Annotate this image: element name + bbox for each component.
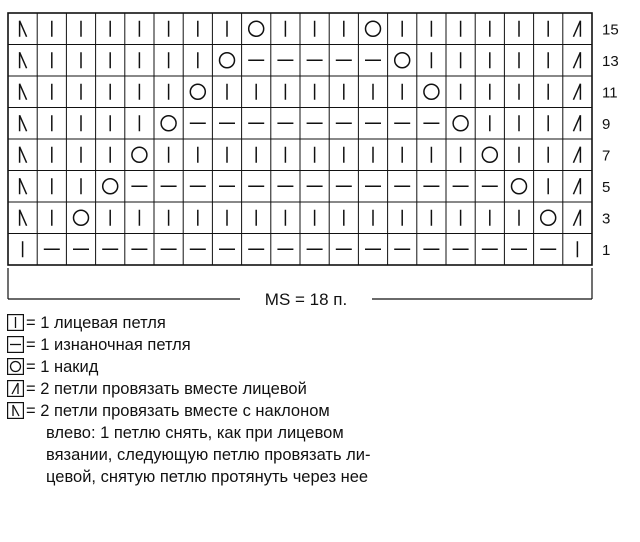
yarn-over-stitch bbox=[132, 147, 147, 162]
symbol-legend bbox=[7, 312, 371, 488]
ssk-icon bbox=[7, 402, 24, 419]
stitch-repeat-brace bbox=[8, 268, 592, 309]
yarn-over-stitch bbox=[74, 210, 89, 225]
row-number-labels bbox=[602, 21, 619, 259]
yarn-over-icon bbox=[7, 358, 24, 375]
ssk-stitch bbox=[20, 84, 27, 100]
k2tog-stitch bbox=[573, 84, 580, 100]
yarn-over-stitch bbox=[161, 116, 176, 131]
legend-text-yarn-over: = 1 накид bbox=[26, 358, 99, 376]
yarn-over-stitch bbox=[512, 179, 527, 194]
legend-text-purl: = 1 изнаночная петля bbox=[26, 336, 191, 354]
legend-item-yarn-over bbox=[7, 356, 371, 378]
legend-item-k2tog bbox=[7, 378, 371, 400]
yarn-over-stitch bbox=[103, 179, 118, 194]
k2tog-stitch bbox=[573, 178, 580, 194]
k2tog-stitch bbox=[573, 21, 580, 37]
legend-text-ssk-line2: влево: 1 петлю снять, как при лицевом bbox=[46, 424, 344, 442]
ssk-stitch bbox=[20, 210, 27, 226]
row-number: 9 bbox=[602, 115, 611, 133]
legend-item-ssk bbox=[7, 400, 371, 422]
ssk-stitch bbox=[20, 21, 27, 37]
row-number: 1 bbox=[602, 241, 611, 259]
chart-grid bbox=[8, 13, 592, 265]
k2tog-stitch bbox=[573, 115, 580, 131]
purl-icon bbox=[7, 336, 24, 353]
legend-text-ssk-line4: цевой, снятую петлю протянуть через нее bbox=[46, 468, 369, 486]
k2tog-icon bbox=[7, 380, 24, 397]
yarn-over-stitch bbox=[482, 147, 497, 162]
ssk-stitch bbox=[20, 52, 27, 68]
yarn-over-stitch bbox=[249, 21, 264, 36]
row-number: 11 bbox=[602, 84, 618, 102]
k2tog-stitch bbox=[573, 147, 580, 163]
legend-text-ssk: = 2 петли провязать вместе с наклоном bbox=[26, 402, 330, 420]
knit-icon bbox=[7, 314, 24, 331]
ssk-stitch bbox=[20, 178, 27, 194]
legend-text-ssk-line3: вязании, следующую петлю провязать ли- bbox=[46, 446, 371, 464]
yarn-over-stitch bbox=[424, 84, 439, 99]
row-number: 13 bbox=[602, 52, 619, 70]
k2tog-stitch bbox=[573, 210, 580, 226]
row-number: 3 bbox=[602, 210, 611, 228]
yarn-over-stitch bbox=[190, 84, 205, 99]
row-number: 7 bbox=[602, 147, 611, 165]
yarn-over-stitch bbox=[366, 21, 381, 36]
row-number: 15 bbox=[602, 21, 619, 39]
row-number: 5 bbox=[602, 178, 611, 196]
legend-item-purl bbox=[7, 334, 371, 356]
k2tog-stitch bbox=[573, 52, 580, 68]
legend-item-knit bbox=[7, 312, 371, 334]
yarn-over-stitch bbox=[453, 116, 468, 131]
ssk-stitch bbox=[20, 115, 27, 131]
legend-text-k2tog: = 2 петли провязать вместе лицевой bbox=[26, 380, 307, 398]
yarn-over-stitch bbox=[541, 210, 556, 225]
legend-text-knit: = 1 лицевая петля bbox=[26, 314, 166, 332]
ssk-stitch bbox=[20, 147, 27, 163]
yarn-over-stitch bbox=[220, 53, 235, 68]
yarn-over-stitch bbox=[395, 53, 410, 68]
stitch-count-label: MS = 18 п. bbox=[264, 290, 348, 309]
